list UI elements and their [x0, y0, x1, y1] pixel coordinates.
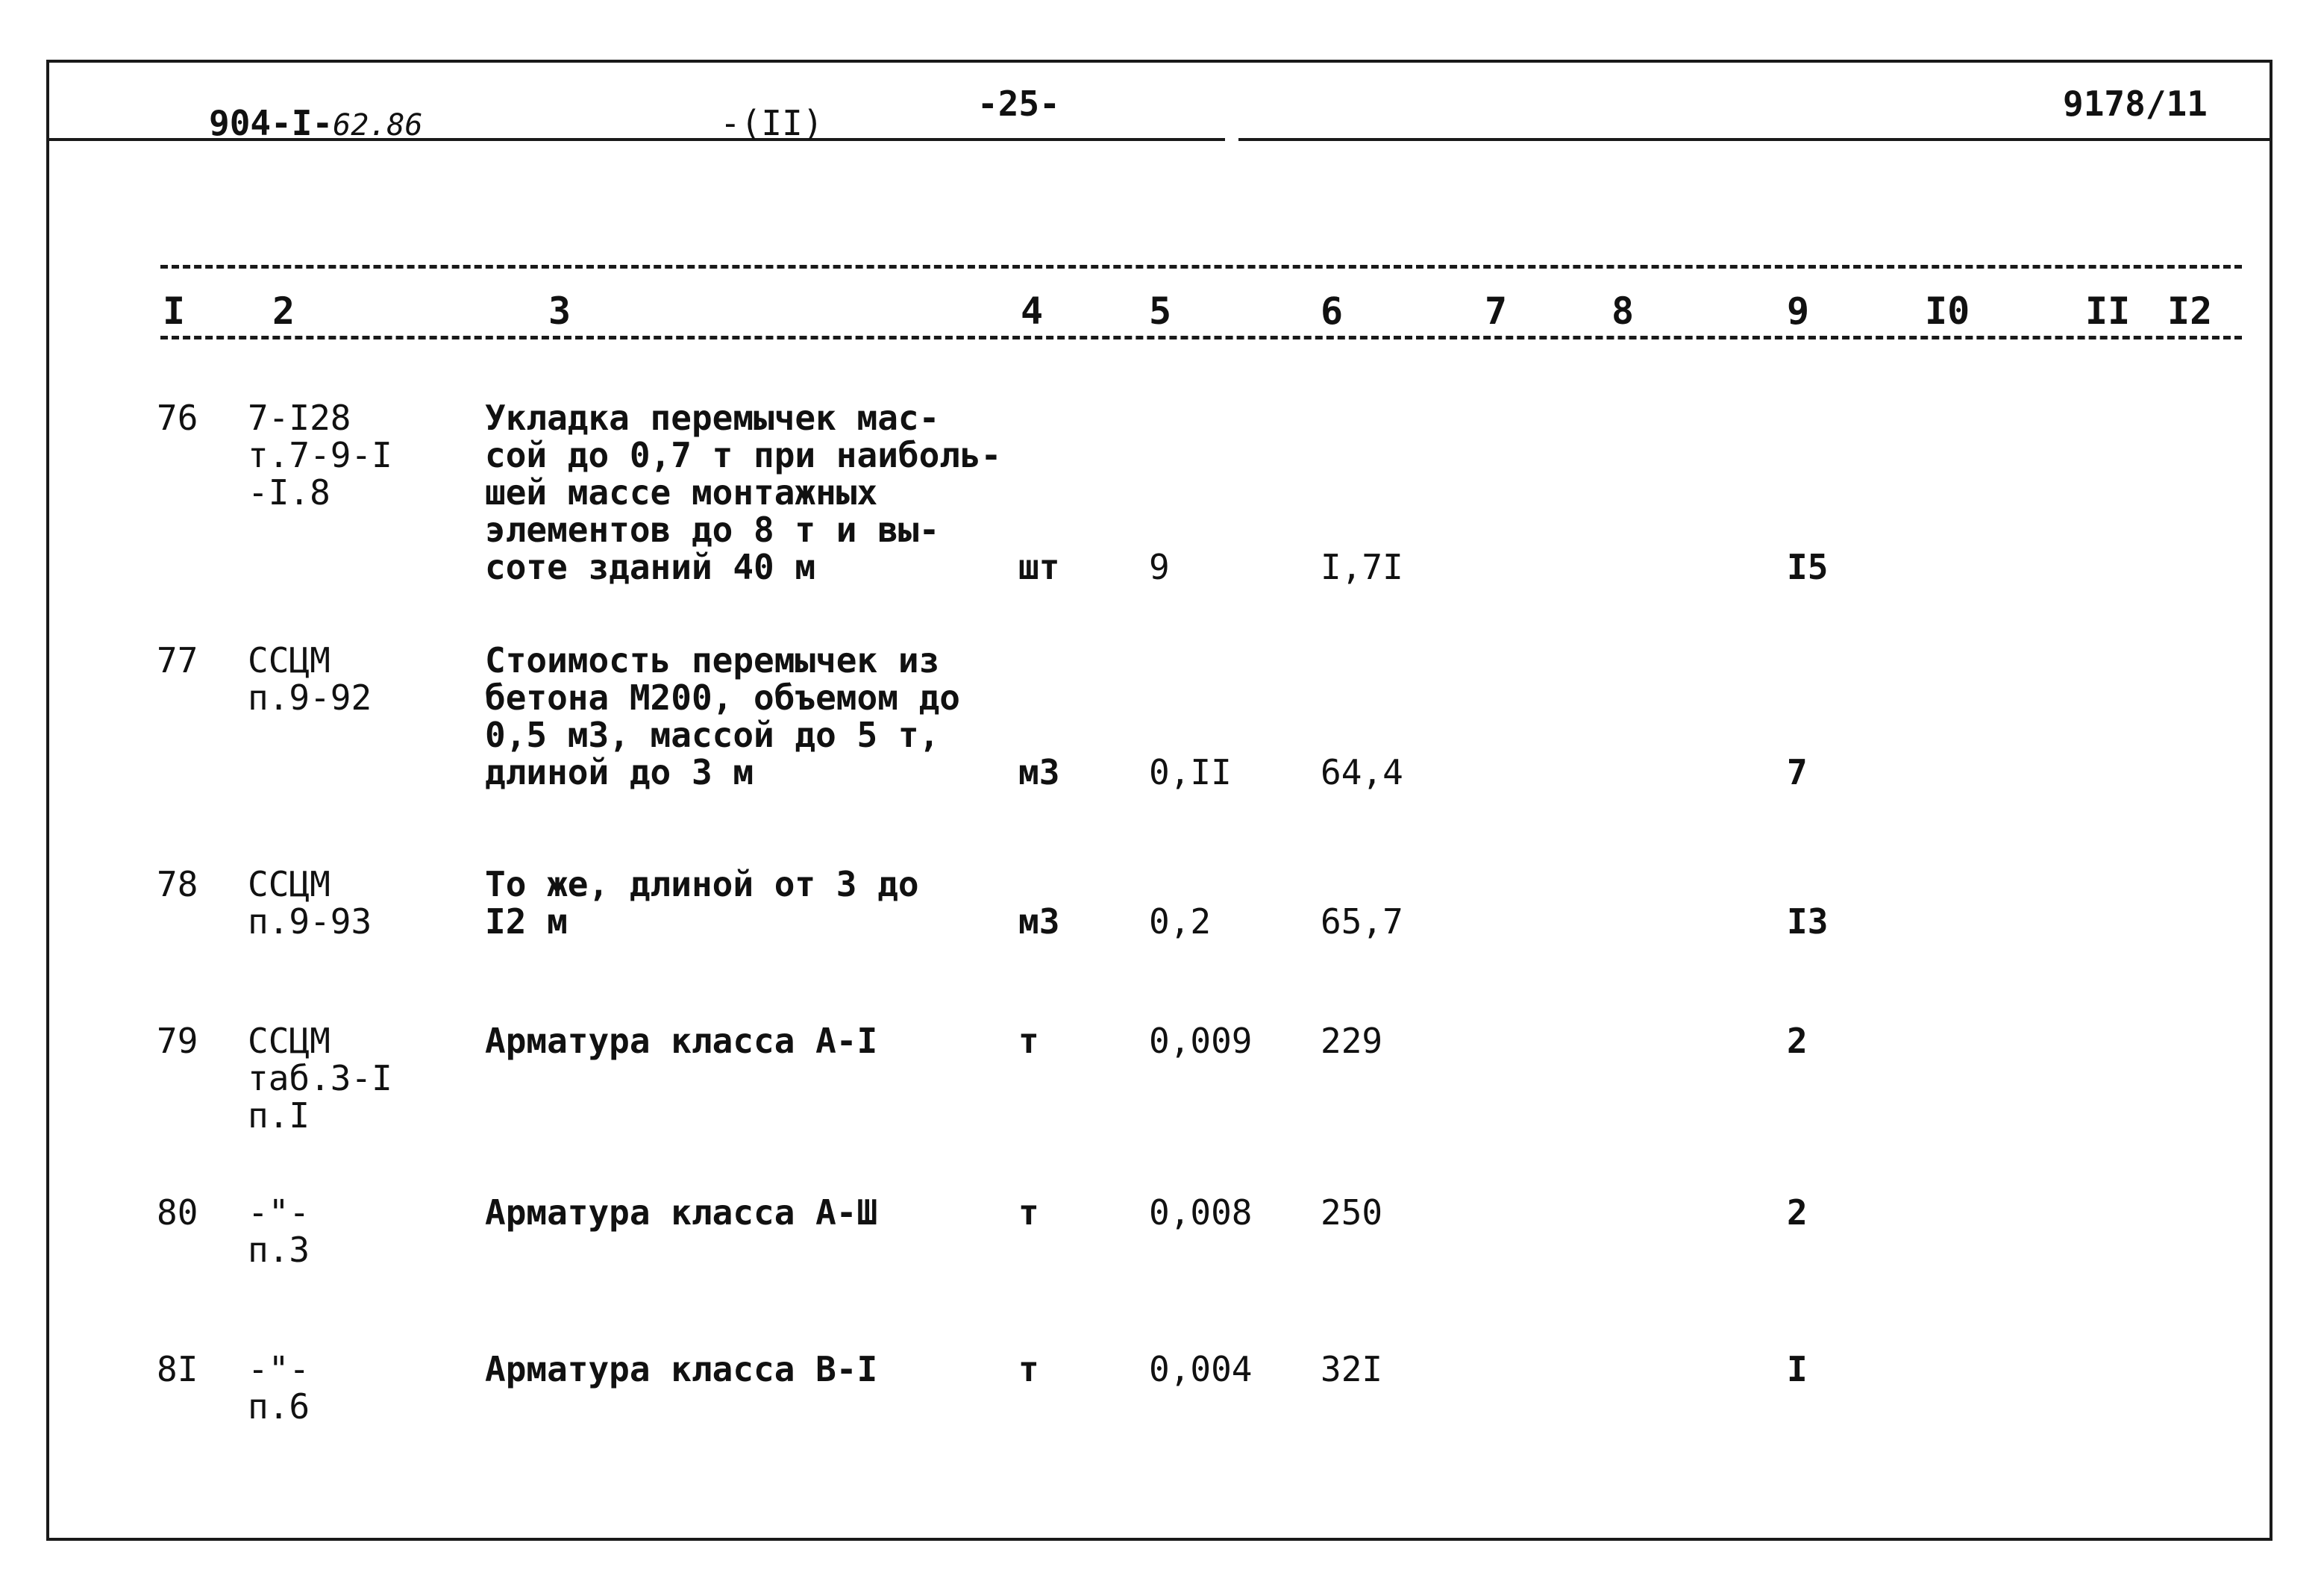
unit-price-value: 65,7	[1321, 901, 1403, 942]
doc-code-prefix: 904-I-	[209, 103, 333, 143]
norm-code-line: -I.8	[248, 472, 331, 513]
total-cost-value: 2	[1787, 1192, 1808, 1233]
unit-of-measure: м3	[1018, 752, 1060, 792]
page-number: -25-	[977, 84, 1060, 124]
unit-price-value: 32I	[1321, 1349, 1383, 1389]
norm-code-line: т.7-9-I	[248, 435, 392, 475]
work-description-line: То же, длиной от 3 до	[485, 864, 919, 904]
norm-code-line: ССЦМ	[248, 864, 331, 904]
quantity-value: 0,2	[1149, 901, 1212, 942]
work-description-line: длиной до 3 м	[485, 752, 754, 792]
work-description-line: соте зданий 40 м	[485, 547, 816, 587]
work-description-line: сой до 0,7 т при наиболь-	[485, 435, 1002, 475]
work-description-line: Арматура класса В-I	[485, 1349, 878, 1389]
unit-of-measure: т	[1018, 1021, 1039, 1061]
doc-code	[209, 103, 423, 143]
norm-code-line: таб.3-I	[248, 1058, 392, 1098]
work-description-line: шей массе монтажных	[485, 472, 878, 513]
row-number: 78	[157, 864, 198, 904]
work-description-line: 0,5 м3, массой до 5 т,	[485, 715, 940, 755]
column-number-4: 4	[1021, 290, 1044, 333]
unit-of-measure: шт	[1018, 547, 1060, 587]
work-description-line: бетона М200, объемом до	[485, 677, 960, 718]
page-frame	[46, 60, 2272, 1541]
row-number: 80	[157, 1192, 198, 1233]
section-label: -(II)	[720, 103, 824, 143]
norm-code-line: п.6	[248, 1386, 310, 1427]
quantity-value: 0,004	[1149, 1349, 1253, 1389]
norm-code-line: ССЦМ	[248, 1021, 331, 1061]
sheet-reference: 9178/11	[2063, 84, 2208, 124]
norm-code-line: -"-	[248, 1349, 310, 1389]
norm-code-line: -"-	[248, 1192, 310, 1233]
header-rule-right	[1238, 138, 2272, 141]
row-number: 8I	[157, 1349, 198, 1389]
total-cost-value: I3	[1787, 901, 1829, 942]
norm-code-line: п.3	[248, 1230, 310, 1270]
column-number-11: II	[2085, 290, 2131, 333]
unit-price-value: 229	[1321, 1021, 1383, 1061]
norm-code-line: п.9-93	[248, 901, 372, 942]
column-number-5: 5	[1149, 290, 1172, 333]
norm-code-line: п.I	[248, 1095, 310, 1136]
column-number-6: 6	[1321, 290, 1344, 333]
work-description-line: Укладка перемычек мас-	[485, 398, 940, 438]
column-number-7: 7	[1485, 290, 1508, 333]
norm-code-line: ССЦМ	[248, 640, 331, 680]
unit-of-measure: т	[1018, 1349, 1039, 1389]
total-cost-value: 2	[1787, 1021, 1808, 1061]
quantity-value: 0,008	[1149, 1192, 1253, 1233]
table-header-dashed-rule	[160, 336, 2242, 339]
norm-code-line: п.9-92	[248, 677, 372, 718]
norm-code-line: 7-I28	[248, 398, 351, 438]
total-cost-value: I5	[1787, 547, 1829, 587]
work-description-line: Арматура класса А-Ш	[485, 1192, 878, 1233]
column-number-3: 3	[548, 290, 571, 333]
column-number-10: I0	[1925, 290, 1970, 333]
work-description-line: Стоимость перемычек из	[485, 640, 940, 680]
column-number-2: 2	[272, 290, 295, 333]
unit-price-value: 250	[1321, 1192, 1383, 1233]
quantity-value: 0,II	[1149, 752, 1232, 792]
column-number-12: I2	[2167, 290, 2213, 333]
unit-of-measure: т	[1018, 1192, 1039, 1233]
column-number-1: I	[163, 290, 186, 333]
row-number: 77	[157, 640, 198, 680]
quantity-value: 9	[1149, 547, 1170, 587]
unit-price-value: I,7I	[1321, 547, 1403, 587]
column-number-8: 8	[1611, 290, 1635, 333]
row-number: 76	[157, 398, 198, 438]
total-cost-value: I	[1787, 1349, 1808, 1389]
doc-code-handwritten: 62.86	[333, 108, 423, 143]
work-description-line: I2 м	[485, 901, 568, 942]
column-number-9: 9	[1787, 290, 1810, 333]
work-description-line: Арматура класса А-I	[485, 1021, 878, 1061]
work-description-line: элементов до 8 т и вы-	[485, 510, 940, 550]
row-number: 79	[157, 1021, 198, 1061]
unit-of-measure: м3	[1018, 901, 1060, 942]
table-top-dashed-rule	[160, 265, 2242, 269]
total-cost-value: 7	[1787, 752, 1808, 792]
quantity-value: 0,009	[1149, 1021, 1253, 1061]
unit-price-value: 64,4	[1321, 752, 1403, 792]
